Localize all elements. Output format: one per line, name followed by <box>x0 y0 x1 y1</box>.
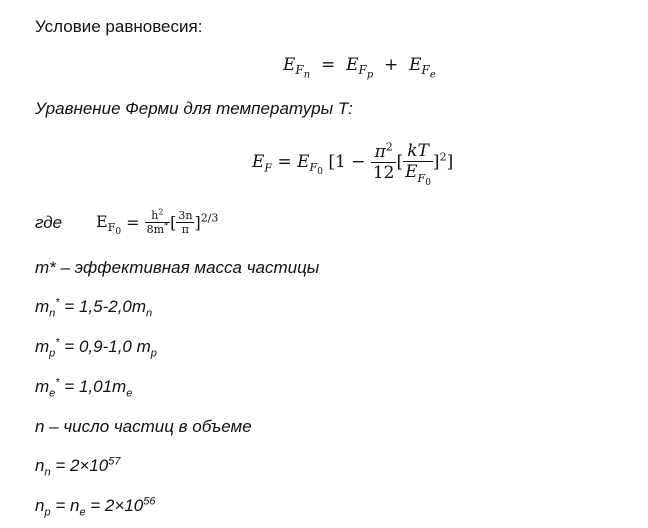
mass-n-line: $m_n^* = 1,5-2,0m_n$ <box>35 296 153 320</box>
eq3-equals: = <box>126 212 140 232</box>
mass-p-line: $m_p^* = 0,9-1,0$ $m_p$ <box>35 336 157 360</box>
eq2-equals: = <box>277 152 292 172</box>
eq3-open-bracket: [ <box>170 212 177 232</box>
eq1-term-e: $E_{F_e}$ <box>409 55 436 81</box>
eq2-kt-fraction: $\frac{kT}{E_{F_0}}$ <box>405 141 431 188</box>
mass-e-line: $m_e^* = 1,01m_e$ <box>35 376 133 400</box>
eq3-h-fraction: $\frac{h^2}{8m^*}$ <box>146 206 169 236</box>
eq2-lhs: $E_F$ <box>252 152 273 175</box>
heading-fermi-equation: Уравнение Ферми для температуры Т: <box>35 99 353 118</box>
eq2-pi-fraction: $\frac{\pi^2}{12}$ <box>372 139 395 183</box>
count-n-line: $n_n = 2\times 10^{57}$ <box>35 455 121 479</box>
eq3-lhs: $E_{F_0}$ <box>96 211 122 238</box>
count-p-e-line: $n_p = n_e = 2\times 10^{56}$ <box>35 495 156 519</box>
eq2-open-bracket: [1 − <box>328 152 366 172</box>
equilibrium-equation <box>283 55 436 81</box>
fermi-energy-zero-equation <box>96 200 218 244</box>
fermi-equation <box>252 134 453 190</box>
eq2-inner-bracket: [ <box>396 152 404 172</box>
eq1-lhs: $E_{F_n}$ <box>283 55 311 81</box>
eq2-outer-close: ] <box>446 152 454 172</box>
eq3-close: ]$^{2/3}$ <box>194 211 219 232</box>
eq2-inner-close: ]$^2$ <box>432 150 447 172</box>
effective-mass-definition: m* – эффективная масса частицы <box>35 258 320 277</box>
eq1-equals: = <box>321 55 336 75</box>
heading-equilibrium: Условие равновесия: <box>35 17 203 36</box>
where-label: где <box>35 213 63 232</box>
eq1-plus: + <box>384 55 399 75</box>
eq1-term-p: $E_{F_p}$ <box>346 55 374 81</box>
eq3-n-fraction: $\frac{3n}{\pi}$ <box>178 208 193 236</box>
eq2-ef0: $E_{F_0}$ <box>297 151 323 178</box>
particle-count-definition: n – число частиц в объеме <box>35 417 252 436</box>
